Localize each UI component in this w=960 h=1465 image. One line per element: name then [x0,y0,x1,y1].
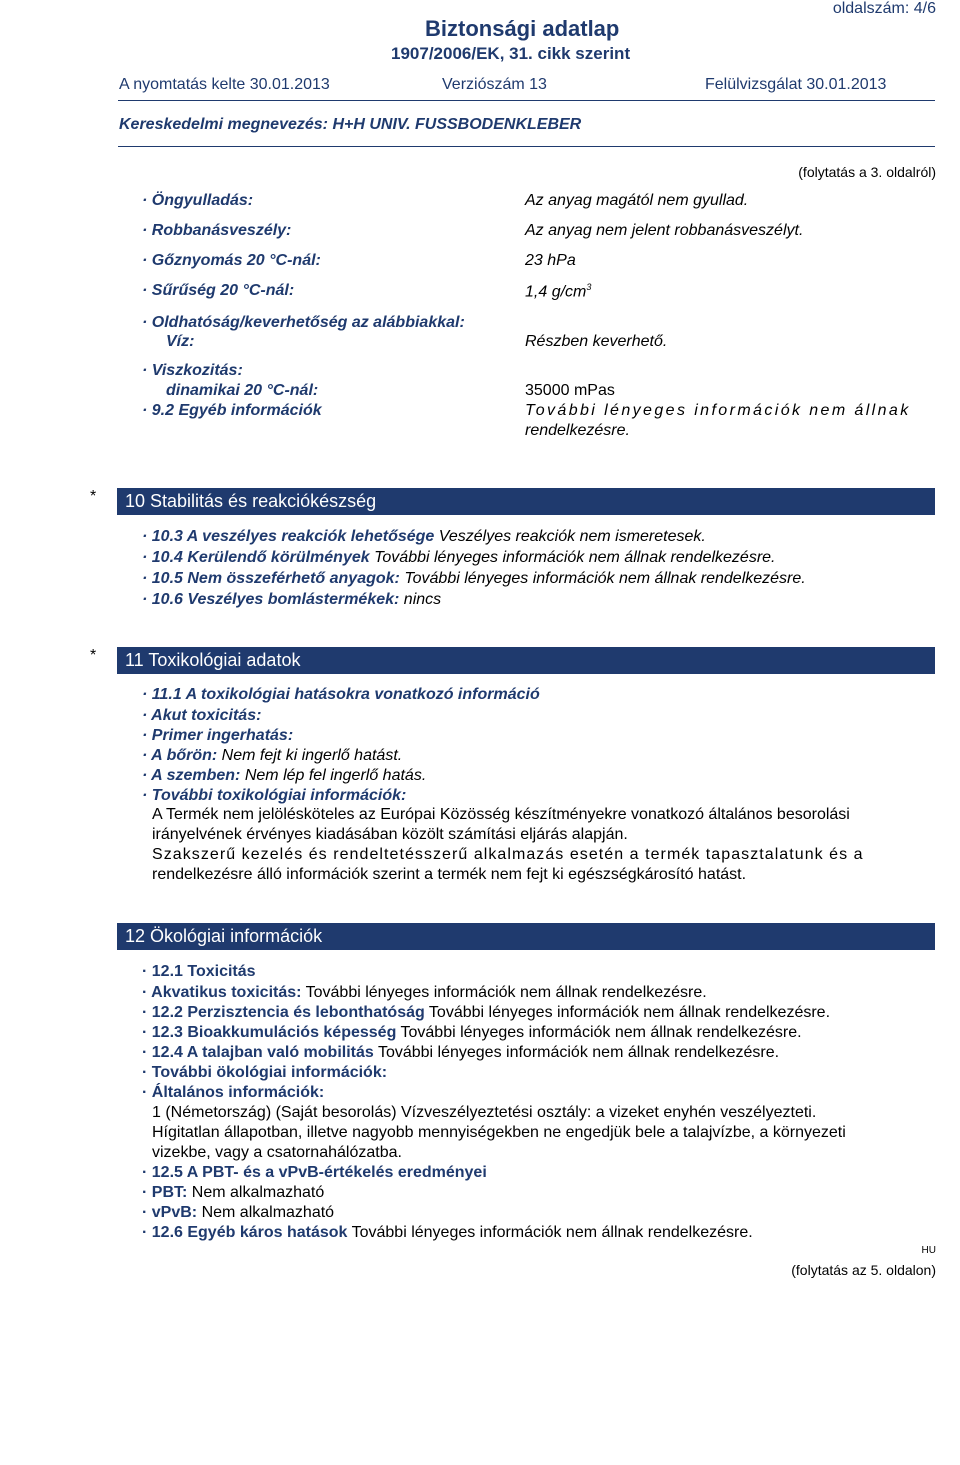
water-label: Víz: [166,333,195,350]
section-11-1: · 11.1 A toxikológiai hatásokra vonatkozó információ [142,686,540,703]
ecology-paragraph-line: vizekbe, vagy a csatornahálózatba. [152,1144,402,1161]
section-12-5: · 12.5 A PBT- és a vPvB-értékelés eredményei [142,1164,487,1181]
country-code: HU [921,1245,936,1256]
page-number: oldalszám: 4/6 [832,0,936,17]
viscosity-label: · Viszkozitás: [142,362,243,379]
section-12-3: · 12.3 Bioakkumulációs képesség További lényeges információk nem állnak rendelkezésre. [142,1024,802,1041]
section-10-heading: 10 Stabilitás és reakciókészség [117,488,935,515]
section-12-2: · 12.2 Perzisztencia és lebonthatóság További lényeges információk nem állnak rendelkezésre. [142,1004,831,1021]
toxicology-paragraph-line: irányelvének érvényes kiadásában közölt számítási eljárás alapján. [152,826,628,843]
explosion-value: Az anyag nem jelent robbanásveszélyt. [525,222,804,239]
section-11-heading: 11 Toxikológiai adatok [117,647,935,674]
document-title: Biztonsági adatlap [425,16,620,41]
revision-marker: * [90,647,97,664]
dynamic-viscosity-value: 35000 mPas [525,382,615,399]
header-divider [118,100,935,101]
section-10-4: · 10.4 Kerülendő körülmények További lényeges információk nem állnak rendelkezésre. [142,549,776,566]
water-value: Részben keverhető. [525,333,668,350]
vapour-pressure-label: · Gőznyomás 20 °C-nál: [142,252,321,269]
pbt-assessment: · PBT: Nem alkalmazható [142,1184,325,1201]
revision-marker: * [90,488,97,505]
trade-name-divider [118,146,935,147]
ignition-label: · Öngyulladás: [142,192,254,209]
section-10-5: · 10.5 Nem összeférhető anyagok: További lényeges információk nem állnak rendelkezésre. [142,570,806,587]
ignition-value: Az anyag magától nem gyullad. [525,192,749,209]
print-date: A nyomtatás kelte 30.01.2013 [119,76,330,93]
section-10-6: · 10.6 Veszélyes bomlástermékek: nincs [142,591,442,608]
revision-date: Felülvizsgálat 30.01.2013 [705,76,887,93]
further-ecology: · További ökológiai információk: [142,1064,388,1081]
aquatic-toxicity: · Akvatikus toxicitás: További lényeges információk nem állnak rendelkezésre. [142,984,707,1001]
density-value: 1,4 $g/cm^3$ [525,282,592,301]
trade-name: Kereskedelmi megnevezés: H+H UNIV. FUSSBODENKLEBER [119,116,582,133]
density-label: · Sűrűség 20 °C-nál: [142,282,295,299]
vpvb-assessment: · vPvB: Nem alkalmazható [142,1204,335,1221]
primary-irritation: · Primer ingerhatás: [142,727,294,744]
section-12-1: · 12.1 Toxicitás [142,963,256,980]
ecology-paragraph-line: 1 (Németország) (Saját besorolás) Vízveszélyeztetési osztály: a vizeket enyhén veszélyezteti. [152,1104,817,1121]
section-12-6: · 12.6 Egyéb káros hatások További lényeges információk nem állnak rendelkezésre. [142,1224,753,1241]
eye-irritation: · A szemben: Nem lép fel ingerlő hatás. [142,767,427,784]
ecology-paragraph-line: Hígitatlan állapotban, illetve nagyobb mennyiségekben ne engedjük bele a talajvízbe, a környezeti [152,1124,846,1141]
section-12-4: · 12.4 A talajban való mobilitás További lényeges információk nem állnak rendelkezésre. [142,1044,780,1061]
other-info-value-cont: rendelkezésre. [525,422,630,439]
regulation-ref: 1907/2006/EK, 31. cikk szerint [391,44,631,63]
section-10-3: · 10.3 A veszélyes reakciók lehetősége Veszélyes reakciók nem ismeretesek. [142,528,706,545]
continued-to: (folytatás az 5. oldalon) [791,1262,936,1278]
toxicology-paragraph-line: rendelkezésre álló információk szerint a termék nem fejt ki egészségkárosító hatást. [152,866,747,883]
toxicology-paragraph-line: A Termék nem jelölésköteles az Európai Közösség készítményekre vonatkozó általános besorolási [152,806,850,823]
section-12-heading: 12 Ökológiai információk [117,923,935,950]
acute-toxicity: · Akut toxicitás: [142,707,262,724]
vapour-pressure-value: 23 hPa [525,252,576,269]
dynamic-viscosity-label: dinamikai 20 °C-nál: [166,382,319,399]
skin-irritation: · A bőrön: Nem fejt ki ingerlő hatást. [142,747,403,764]
other-info-label: · 9.2 Egyéb információk [142,402,322,419]
general-info: · Általános információk: [142,1084,325,1101]
toxicology-paragraph-line: Szakszerű kezelés és rendeltetésszerű alkalmazás esetén a termék tapasztalatunk és a [152,846,864,863]
continued-from: (folytatás a 3. oldalról) [798,164,936,180]
version-number: Verziószám 13 [442,76,547,93]
other-info-value: További lényeges információk nem állnak [525,402,911,419]
solubility-label: · Oldhatóság/keverhetőség az alábbiakkal: [142,314,465,331]
explosion-label: · Robbanásveszély: [142,222,292,239]
further-toxicology: · További toxikológiai információk: [142,787,407,804]
